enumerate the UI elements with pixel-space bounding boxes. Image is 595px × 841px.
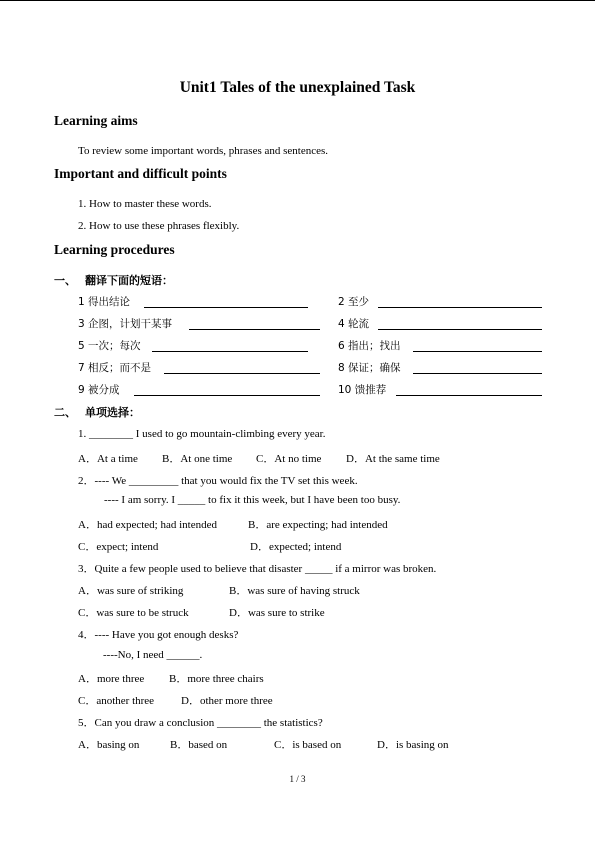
answer-blank[interactable]	[378, 307, 542, 308]
option-c[interactable]: C．expect; intend	[78, 541, 159, 553]
option-c[interactable]: C．another three	[78, 695, 155, 707]
key-point-item: 1. How to master these words.	[78, 198, 212, 210]
key-point-item: 2. How to use these phrases flexibly.	[78, 220, 240, 232]
option-b[interactable]: B．more three chairs	[169, 673, 264, 685]
translation-item: 10 馈推荐	[338, 384, 387, 396]
answer-blank[interactable]	[189, 329, 320, 330]
translation-item: 8 保证；确保	[338, 362, 401, 374]
answer-blank[interactable]	[413, 373, 542, 374]
question-stem: 5．Can you draw a conclusion ________ the statistics?	[78, 717, 323, 729]
question-stem: 4．---- Have you got enough desks?	[78, 629, 239, 641]
translation-item: 2 至少	[338, 296, 370, 308]
translation-item: 9 被分成	[78, 384, 120, 396]
option-a[interactable]: A．had expected; had intended	[78, 519, 217, 531]
top-border-rule	[0, 0, 595, 1]
option-d[interactable]: D．other more three	[181, 695, 273, 707]
option-c[interactable]: C．is based on	[274, 739, 342, 751]
answer-blank[interactable]	[164, 373, 320, 374]
part2-number: 二、	[54, 406, 76, 419]
question-stem-continued: ---- I am sorry. I _____ to fix it this week, but I have been too busy.	[104, 494, 401, 506]
option-d[interactable]: D．expected; intend	[250, 541, 342, 553]
answer-blank[interactable]	[413, 351, 542, 352]
option-b[interactable]: B．based on	[170, 739, 228, 751]
translation-item: 6 指出；找出	[338, 340, 401, 352]
answer-blank[interactable]	[152, 351, 308, 352]
answer-blank[interactable]	[378, 329, 542, 330]
option-b[interactable]: B．was sure of having struck	[229, 585, 360, 597]
question-stem: 1. ________ I used to go mountain-climbing every year.	[78, 428, 326, 440]
question-stem-continued: ----No, I need ______.	[103, 649, 203, 661]
part2-heading: 单项选择：	[85, 406, 140, 419]
option-b[interactable]: B．At one time	[162, 453, 233, 465]
option-a[interactable]: A．basing on	[78, 739, 140, 751]
translation-item: 4 轮流	[338, 318, 370, 330]
option-c[interactable]: C．At no time	[256, 453, 322, 465]
option-a[interactable]: A．more three	[78, 673, 145, 685]
option-a[interactable]: A．At a time	[78, 453, 138, 465]
learning-aims-heading: Learning aims	[54, 113, 138, 128]
translation-item: 7 相反；而不是	[78, 362, 152, 374]
question-stem: 3．Quite a few people used to believe that disaster _____ if a mirror was broken.	[78, 563, 437, 575]
answer-blank[interactable]	[144, 307, 308, 308]
key-points-heading: Important and difficult points	[54, 166, 227, 181]
page-title: Unit1 Tales of the unexplained Task	[179, 79, 416, 96]
part1-number: 一、	[54, 274, 76, 287]
learning-aims-text: To review some important words, phrases and sentences.	[78, 145, 329, 157]
translation-item: 3 企图，计划干某事	[78, 318, 173, 330]
procedures-heading: Learning procedures	[54, 242, 175, 257]
part1-heading: 翻译下面的短语：	[85, 274, 173, 287]
page-number: 1 / 3	[289, 774, 306, 784]
option-b[interactable]: B．are expecting; had intended	[248, 519, 388, 531]
option-d[interactable]: D．At the same time	[346, 453, 440, 465]
translation-item: 1 得出结论	[78, 296, 131, 308]
answer-blank[interactable]	[396, 395, 542, 396]
option-c[interactable]: C．was sure to be struck	[78, 607, 189, 619]
answer-blank[interactable]	[134, 395, 320, 396]
option-d[interactable]: D．was sure to strike	[229, 607, 325, 619]
question-stem: 2．---- We _________ that you would fix the TV set this week.	[78, 475, 358, 487]
translation-item: 5 一次；每次	[78, 340, 141, 352]
option-a[interactable]: A．was sure of striking	[78, 585, 184, 597]
option-d[interactable]: D．is basing on	[377, 739, 449, 751]
